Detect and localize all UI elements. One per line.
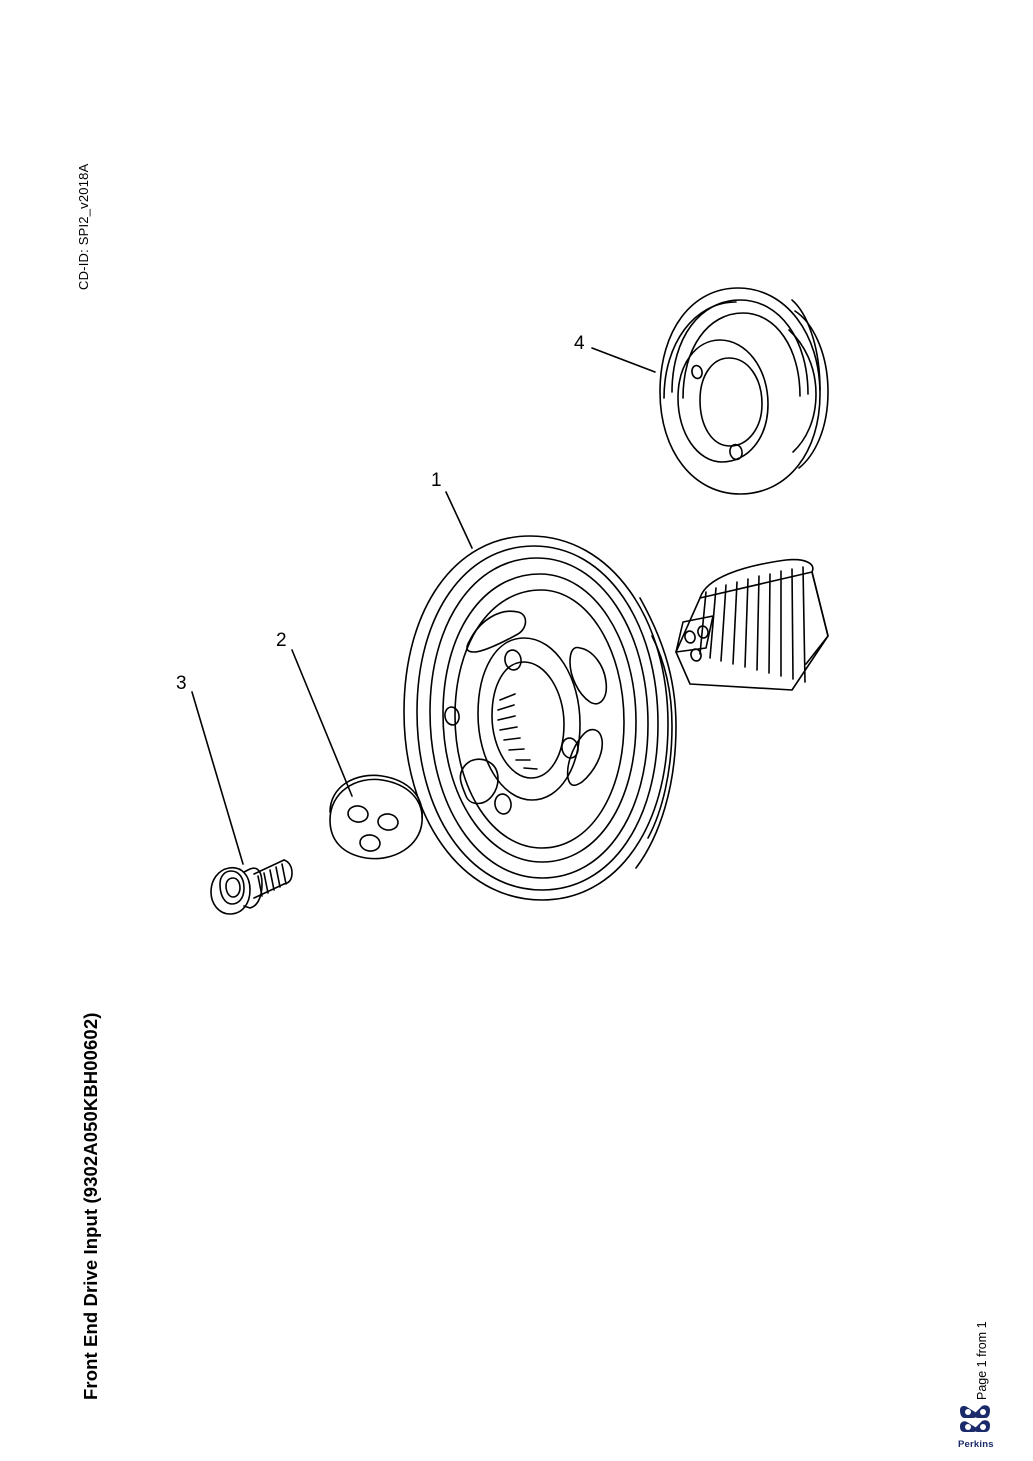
perkins-logo	[958, 1405, 1006, 1449]
page-title: Front End Drive Input (9302A050KBH00602)	[80, 1012, 101, 1400]
callout-number-3: 3	[176, 673, 187, 694]
splined-hub	[676, 560, 828, 690]
callout-number-1: 1	[431, 470, 442, 491]
callout-number-4: 4	[574, 333, 585, 354]
callout-number-2: 2	[276, 630, 287, 651]
part-3-setscrew	[211, 860, 292, 914]
page-count-label: Page 1 from 1	[975, 1321, 989, 1400]
part-4-small-pulley	[660, 288, 828, 494]
leader-lines	[192, 348, 655, 864]
perkins-mark-icon	[958, 1405, 1000, 1433]
part-2-spacer-plate	[330, 775, 422, 858]
cd-id-label: CD-ID: SPI2_v2018A	[76, 163, 91, 290]
perkins-wordmark: Perkins	[958, 1439, 994, 1450]
part-1-crankshaft-pulley	[404, 536, 676, 900]
